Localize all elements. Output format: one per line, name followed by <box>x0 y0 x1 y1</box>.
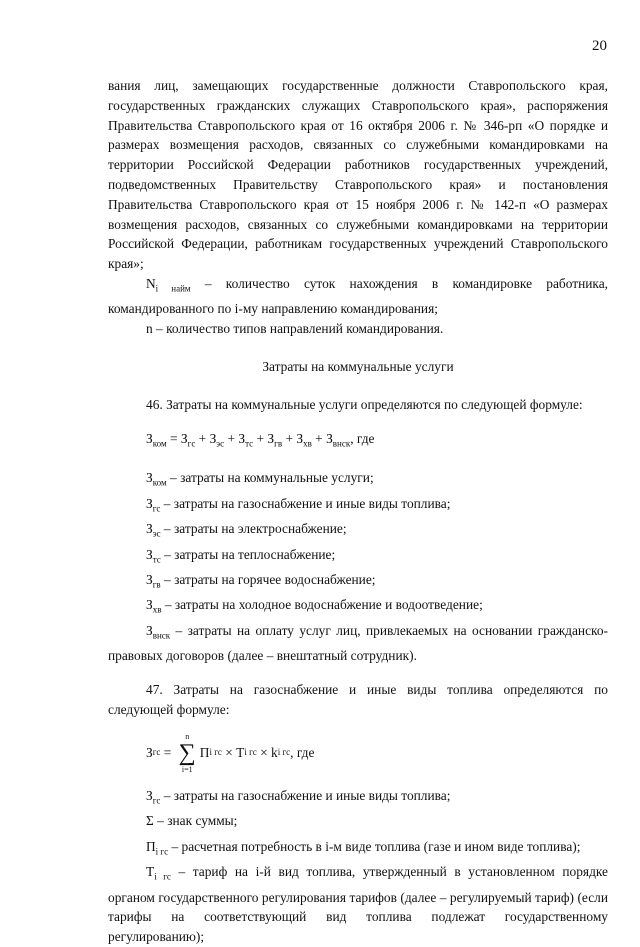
formula-term: З <box>180 430 188 446</box>
formula-term-subscript: гв <box>274 438 283 449</box>
formula-lhs-subscript: ком <box>152 438 167 449</box>
formula-term-subscript: хв <box>303 438 312 449</box>
symbol-subscript: тс <box>152 554 161 565</box>
formula-term-subscript: гс <box>187 438 196 449</box>
symbol-subscript: эс <box>152 528 161 539</box>
definition-item <box>108 621 608 666</box>
definition-text: – количество суток нахождения в командировке работника, командированного по i-му направлению командирования; <box>108 275 609 317</box>
sum-upper-limit: n <box>185 731 190 741</box>
formula-47: З гс = n ∑ i=1 П i гс × Т i гс × k i гс , где <box>146 731 315 774</box>
symbol: З <box>146 470 153 486</box>
definition-n-naim <box>108 274 608 319</box>
definition-text: – затраты на оплату услуг лиц, привлекаемых на основании гражданско-правовых договоров (далее – внештатный сотрудник). <box>108 622 608 664</box>
definition-text: – затраты на газоснабжение и иные виды топлива; <box>160 495 451 511</box>
definition-text: – расчетная потребность в i-м виде топлива (газе и ином виде топлива); <box>168 838 581 854</box>
formula-term-subscript: тс <box>245 438 254 449</box>
formula-term-subscript: внск <box>332 438 351 449</box>
definition-item <box>108 786 608 811</box>
definitions-46 <box>108 468 608 666</box>
definition-item <box>108 519 608 544</box>
page-number: 20 <box>592 38 607 54</box>
document-body <box>108 76 608 947</box>
paragraph-47: 47. Затраты на газоснабжение и иные виды топлива определяются по следующей формуле: <box>108 682 608 717</box>
factor-subscript: i гс <box>277 746 291 757</box>
definition-item <box>108 494 608 519</box>
definition-text: – тариф на i-й вид топлива, утвержденный в установленном порядке органом государственного регулирования тарифов (далее – регулируемый тариф) (если тарифы на соответствующий вид топлива подлежат государственному регулированию); <box>108 864 608 945</box>
symbol: П <box>146 838 156 854</box>
factor-subscript: i гс <box>209 746 222 757</box>
definition-n: n – количество типов направлений командирования. <box>146 321 444 337</box>
symbol: З <box>146 546 153 562</box>
definition-item <box>108 570 608 595</box>
formula-term: З <box>238 430 246 446</box>
factor-subscript: i гс <box>244 746 257 757</box>
definitions-47 <box>108 786 608 947</box>
intro-paragraph: вания лиц, замещающих государственные должности Ставропольского края, государственных гражданских служащих Ставропольского края», распоряжения Правительства Ставропольского края от 16 октября 2006 г. № 346-рп «О порядке и размерах возмещения расходов, связанных со служебными командировками на территории Российской Федерации работников государственных учреждений, подведомственных Правительству Ставропольского края» и постановления Правительства Ставропольского края от 15 ноября 2006 г. № 142-п «О размерах возмещения расходов, связанных со служебными командировками на территории Российской Федерации, работникам государственных учреждений Ставропольского края»; <box>108 78 608 272</box>
symbol-subscript: гс <box>152 795 161 806</box>
symbol-subscript: гс <box>152 503 161 514</box>
definition-text: – затраты на теплоснабжение; <box>160 546 336 562</box>
definition-item <box>108 468 608 493</box>
symbol-subscript: хв <box>152 605 162 616</box>
symbol: З <box>146 787 153 803</box>
formula-term: З <box>296 430 304 446</box>
formula-lhs: З <box>146 430 153 446</box>
formula-term: З <box>267 430 275 446</box>
formula-term: З <box>209 430 217 446</box>
sum-symbol: ∑ <box>178 739 196 766</box>
definition-item <box>108 595 608 620</box>
symbol: З <box>146 622 153 638</box>
paragraph-46: 46. Затраты на коммунальные услуги определяются по следующей формуле: <box>146 396 583 412</box>
definition-item <box>108 811 608 836</box>
formula-suffix: , где <box>350 430 375 446</box>
symbol: З <box>146 571 153 587</box>
definition-text: – затраты на коммунальные услуги; <box>166 470 374 486</box>
definition-text: – затраты на газоснабжение и иные виды топлива; <box>160 787 451 803</box>
definition-text: – знак суммы; <box>153 813 238 829</box>
formula-46: $З_{ком} = З_{гс} + З_{эс} + З_{тс} + З_{гв} + З_{хв} + З_{внск}$, где <box>146 430 375 449</box>
summation-sign <box>179 732 196 774</box>
formula-suffix: , где <box>290 744 315 760</box>
symbol-subscript: гв <box>152 579 161 590</box>
formula-lhs-subscript: гс <box>152 746 161 757</box>
symbol-subscript: ком <box>152 477 167 488</box>
symbol: Σ <box>146 813 154 829</box>
formula-lhs: З <box>146 744 153 760</box>
factor: П <box>199 744 210 760</box>
symbol-subscript: i найм <box>155 283 191 294</box>
symbol: З <box>146 495 153 511</box>
symbol: З <box>146 521 153 537</box>
definition-text: – затраты на горячее водоснабжение; <box>160 571 376 587</box>
symbol: Т <box>146 864 155 880</box>
formula-term-subscript: эс <box>216 438 225 449</box>
symbol-subscript: i гс <box>154 871 171 882</box>
symbol: З <box>146 597 153 613</box>
definition-item <box>108 545 608 570</box>
section-heading: Затраты на коммунальные услуги <box>262 359 454 375</box>
symbol-subscript: внск <box>152 630 171 641</box>
definition-item <box>108 837 608 862</box>
definition-text: – затраты на электроснабжение; <box>160 521 347 537</box>
formula-term: З <box>326 430 333 446</box>
sum-lower-limit: i=1 <box>181 764 193 774</box>
factor: Т <box>236 744 245 760</box>
symbol-subscript: i гс <box>155 846 169 857</box>
symbol: N <box>146 275 156 291</box>
factor: k <box>271 744 278 760</box>
definition-text: – затраты на холодное водоснабжение и водоотведение; <box>161 597 483 613</box>
